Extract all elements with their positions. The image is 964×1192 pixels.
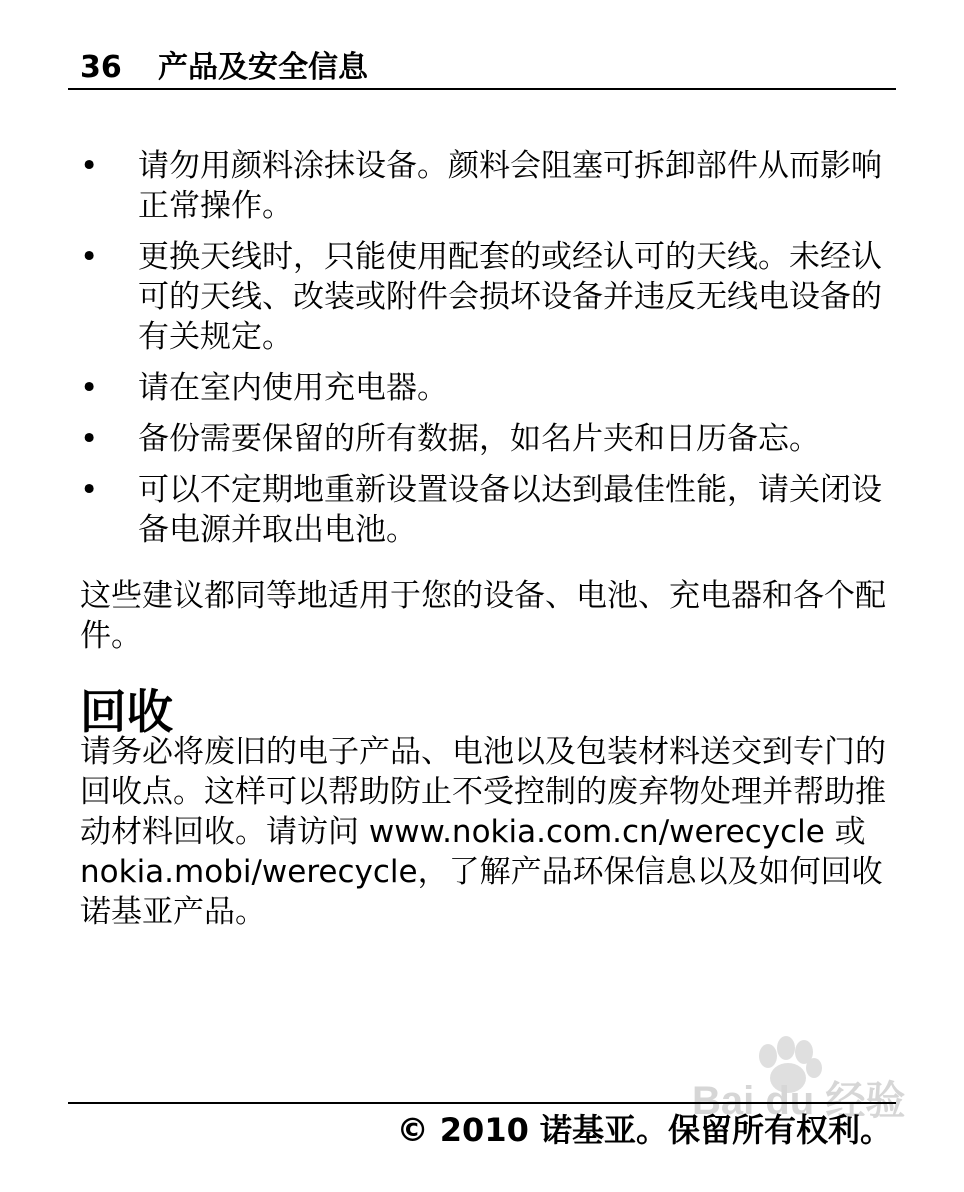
recycle-heading: 回收 bbox=[80, 685, 173, 739]
list-item bbox=[80, 237, 896, 357]
recycle-body: 请务必将废旧的电子产品、电池以及包装材料送交到专门的回收点。这样可以帮助防止不受控制的废弃物处理并帮助推动材料回收。请访问 www.nokia.com.cn/werecycle 或 nokia.mobi/werecycle，了解产品环保信息以及如何回收诺基亚产品。 bbox=[80, 734, 886, 930]
footer-divider bbox=[68, 1102, 896, 1104]
copyright-footer: © 2010 诺基亚。保留所有权利。 bbox=[396, 1111, 892, 1149]
bullet-marker: • bbox=[80, 472, 99, 508]
bullet-marker: • bbox=[80, 239, 99, 275]
list-item-text: 备份需要保留的所有数据，如名片夹和日历备忘。 bbox=[138, 421, 820, 457]
page-number: 36 bbox=[80, 50, 122, 85]
list-item bbox=[80, 146, 896, 226]
list-item bbox=[80, 419, 896, 459]
section-title: 产品及安全信息 bbox=[158, 50, 368, 85]
list-item bbox=[80, 470, 896, 550]
advice-paragraph: 这些建议都同等地适用于您的设备、电池、充电器和各个配件。 bbox=[80, 578, 886, 654]
list-item bbox=[80, 368, 896, 408]
bullet-marker: • bbox=[80, 370, 99, 406]
page-content bbox=[80, 146, 896, 932]
bullet-marker: • bbox=[80, 421, 99, 457]
page-header bbox=[68, 46, 896, 90]
bullet-list bbox=[80, 146, 896, 550]
list-item-text: 请在室内使用充电器。 bbox=[138, 370, 448, 406]
watermark-text: Bai du 经验 bbox=[692, 1079, 906, 1123]
list-item-text: 更换天线时，只能使用配套的或经认可的天线。未经认可的天线、改装或附件会损坏设备并违反无线电设备的有关规定。 bbox=[138, 239, 882, 355]
bullet-marker: • bbox=[80, 148, 99, 184]
list-item-text: 请勿用颜料涂抹设备。颜料会阻塞可拆卸部件从而影响正常操作。 bbox=[138, 148, 882, 224]
list-item-text: 可以不定期地重新设置设备以达到最佳性能，请关闭设备电源并取出电池。 bbox=[138, 472, 882, 548]
